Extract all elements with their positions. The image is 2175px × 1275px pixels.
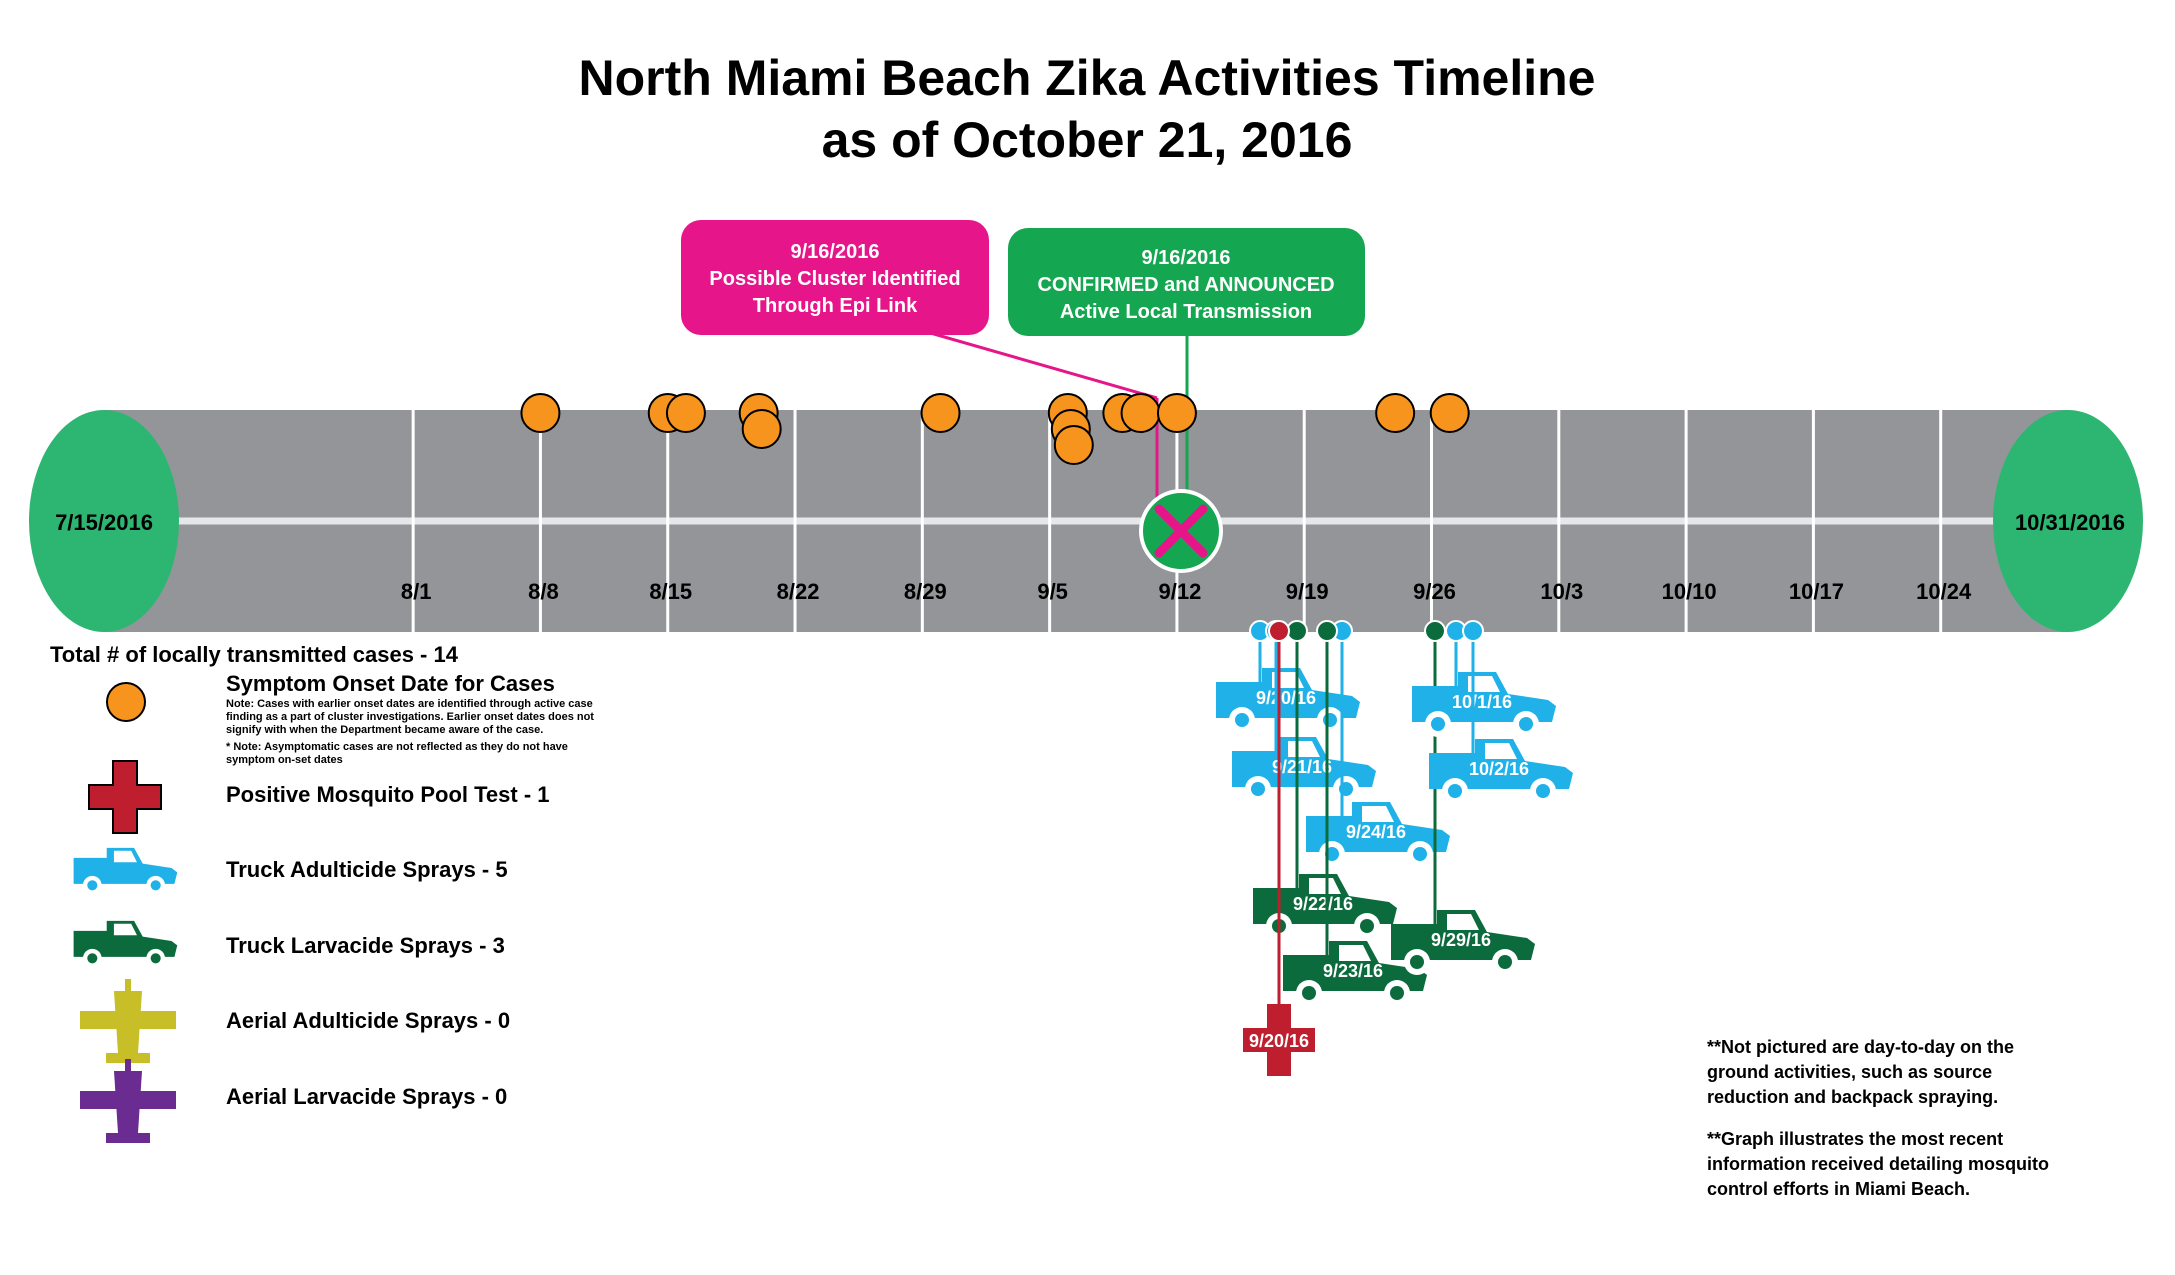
case-marker — [743, 410, 781, 448]
week-tick-label: 8/15 — [649, 579, 693, 604]
footnote-1-line-1: **Not pictured are day-to-day on the — [1707, 1037, 2015, 1057]
week-tick-label: 9/12 — [1158, 579, 1202, 604]
event-date-label: 9/20/16 — [1255, 688, 1317, 708]
legend-truck-adulticide-label: Truck Adulticide Sprays - 5 — [226, 857, 508, 882]
legend-note-line-1: Note: Cases with earlier onset dates are identified through active case — [226, 698, 593, 710]
footnotes — [1707, 1037, 2049, 1199]
week-tick-label: 10/10 — [1661, 579, 1717, 604]
green-truck-icon — [74, 921, 178, 968]
chart-title-line-1: North Miami Beach Zika Activities Timeline — [578, 50, 1596, 106]
blue-truck-icon — [74, 848, 178, 895]
legend-aerial-larvacide-label: Aerial Larvacide Sprays - 0 — [226, 1084, 508, 1109]
case-marker — [667, 394, 705, 432]
event-date-label: 10/1/16 — [1451, 692, 1513, 712]
case-marker — [1376, 394, 1414, 432]
legend-note-line-4: * Note: Asymptomatic cases are not reflected as they do not have — [226, 741, 568, 753]
yellow-plane-icon — [80, 979, 176, 1063]
event-date-label: 9/21/16 — [1271, 757, 1333, 777]
legend-mosquito-pool-label: Positive Mosquito Pool Test - 1 — [226, 782, 550, 807]
legend-total-cases: Total # of locally transmitted cases - 14 — [50, 642, 458, 667]
event-date-label: 9/23/16 — [1322, 961, 1384, 981]
case-marker — [1431, 394, 1469, 432]
week-tick-label: 8/1 — [400, 579, 432, 604]
legend-aerial-adulticide-label: Aerial Adulticide Sprays - 0 — [226, 1008, 511, 1033]
chart-title-line-2: as of October 21, 2016 — [821, 112, 1353, 168]
week-tick-label: 8/8 — [528, 579, 559, 604]
week-tick-label: 9/26 — [1413, 579, 1456, 604]
footnote-2-line-2: information received detailing mosquito — [1707, 1154, 2050, 1174]
week-tick-label: 9/19 — [1285, 579, 1329, 604]
footnote-2-line-1: **Graph illustrates the most recent — [1707, 1129, 2004, 1149]
orange-circle-icon — [107, 683, 145, 721]
footnote-2-line-3: control efforts in Miami Beach. — [1707, 1179, 1971, 1199]
week-tick-label: 10/24 — [1916, 579, 1972, 604]
timeline-start-label: 7/15/2016 — [55, 510, 153, 535]
event-date-dot — [1317, 621, 1337, 641]
transmission-marker-icon — [1141, 491, 1221, 571]
event-date-label: 9/29/16 — [1430, 930, 1492, 950]
confirmed-callout-line-2: Active Local Transmission — [1059, 301, 1313, 323]
legend-note-line-3: signify with when the Department became aware of the case. — [226, 724, 544, 736]
purple-plane-icon — [80, 1059, 176, 1143]
confirmed-callout-date: 9/16/2016 — [1141, 247, 1231, 269]
legend-truck-larvacide-label: Truck Larvacide Sprays - 3 — [226, 933, 505, 958]
event-date-label: 9/22/16 — [1292, 894, 1354, 914]
event-date-label: 10/2/16 — [1468, 759, 1530, 779]
legend-note-line-5: symptom on-set dates — [226, 754, 343, 766]
timeline-end-label: 10/31/2016 — [2014, 510, 2126, 535]
cluster-callout-line-2: Through Epi Link — [752, 295, 918, 317]
cluster-callout-connector — [920, 330, 1157, 398]
cluster-callout — [681, 220, 989, 335]
case-marker — [1055, 426, 1093, 464]
week-tick-label: 10/3 — [1540, 579, 1584, 604]
control-events — [1216, 621, 1573, 1076]
week-tick-label: 8/22 — [776, 579, 820, 604]
cluster-callout-date: 9/16/2016 — [790, 241, 880, 263]
cluster-callout-line-1: Possible Cluster Identified — [709, 268, 961, 290]
case-marker — [1122, 394, 1160, 432]
week-tick-label: 8/29 — [903, 579, 947, 604]
footnote-1-line-2: ground activities, such as source — [1707, 1062, 1993, 1082]
case-marker — [521, 394, 559, 432]
event-date-dot — [1463, 621, 1483, 641]
legend-note-line-2: finding as a part of cluster investigations. Earlier onset dates does not — [226, 711, 594, 723]
case-marker — [1158, 394, 1196, 432]
event-date-dot — [1425, 621, 1445, 641]
confirmed-callout-line-1: CONFIRMED and ANNOUNCED — [1037, 274, 1335, 296]
case-marker — [922, 394, 960, 432]
event-date-label: 9/20/16 — [1248, 1031, 1310, 1051]
legend — [50, 642, 594, 1143]
footnote-1-line-3: reduction and backpack spraying. — [1707, 1087, 1999, 1107]
event-date-label: 9/24/16 — [1345, 822, 1407, 842]
legend-symptom-onset-label: Symptom Onset Date for Cases — [226, 671, 555, 696]
week-tick-label: 9/5 — [1037, 579, 1068, 604]
event-date-dot — [1269, 621, 1289, 641]
red-cross-icon — [89, 761, 161, 833]
week-tick-label: 10/17 — [1788, 579, 1844, 604]
confirmed-callout — [1008, 228, 1365, 336]
